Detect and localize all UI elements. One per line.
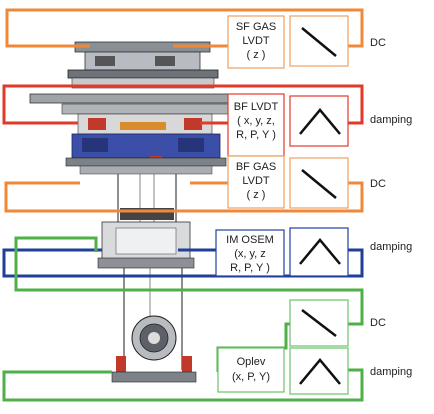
sensor-label-im-osem-line3: R, P, Y ) (230, 262, 270, 274)
mode-label-bf-gas: DC (370, 178, 386, 190)
sensor-label-sf-gas-line2: LVDT (242, 35, 270, 47)
mode-label-bf-lvdt: damping (370, 114, 413, 126)
sensor-box-oplev (218, 348, 284, 392)
sensor-box-im-osem (216, 230, 284, 276)
sensor-label-oplev-line1: Oplev (236, 356, 266, 368)
sensor-label-oplev-line2: (x, P, Y) (231, 371, 271, 383)
filter-box-bf-gas (290, 158, 348, 208)
sensor-box-bf-gas (228, 156, 284, 208)
sensor-label-sf-gas-line1: SF GAS (235, 21, 277, 33)
filter-box-oplev-dc (290, 300, 348, 346)
sensor-label-bf-gas-line1: BF GAS (235, 161, 277, 173)
mode-label-sf-gas: DC (370, 37, 386, 49)
sensor-box-bf-lvdt (228, 94, 284, 156)
sensor-label-bf-lvdt-line2: ( x, y, z, (237, 115, 275, 127)
sensor-label-im-osem-line2: (x, y, z (234, 248, 266, 260)
sensor-label-im-osem-line1: IM OSEM (226, 234, 274, 246)
mode-label-oplev-dc: DC (370, 317, 386, 329)
sensor-label-bf-gas-line2: LVDT (242, 175, 270, 187)
filter-box-im-osem (290, 228, 348, 276)
sensor-box-sf-gas (228, 16, 284, 68)
sensor-label-bf-lvdt-line1: BF LVDT (233, 101, 279, 113)
sensor-label-bf-lvdt-line3: R, P, Y ) (236, 129, 276, 141)
filter-box-sf-gas (290, 16, 348, 66)
mode-label-im-osem: damping (370, 241, 413, 253)
filter-box-bf-lvdt (290, 96, 348, 146)
sensor-label-sf-gas-line3: ( z ) (246, 49, 266, 61)
filter-box-oplev-damping (290, 348, 348, 394)
sensor-label-bf-gas-line3: ( z ) (246, 189, 266, 201)
mode-label-oplev-damping: damping (370, 366, 413, 378)
